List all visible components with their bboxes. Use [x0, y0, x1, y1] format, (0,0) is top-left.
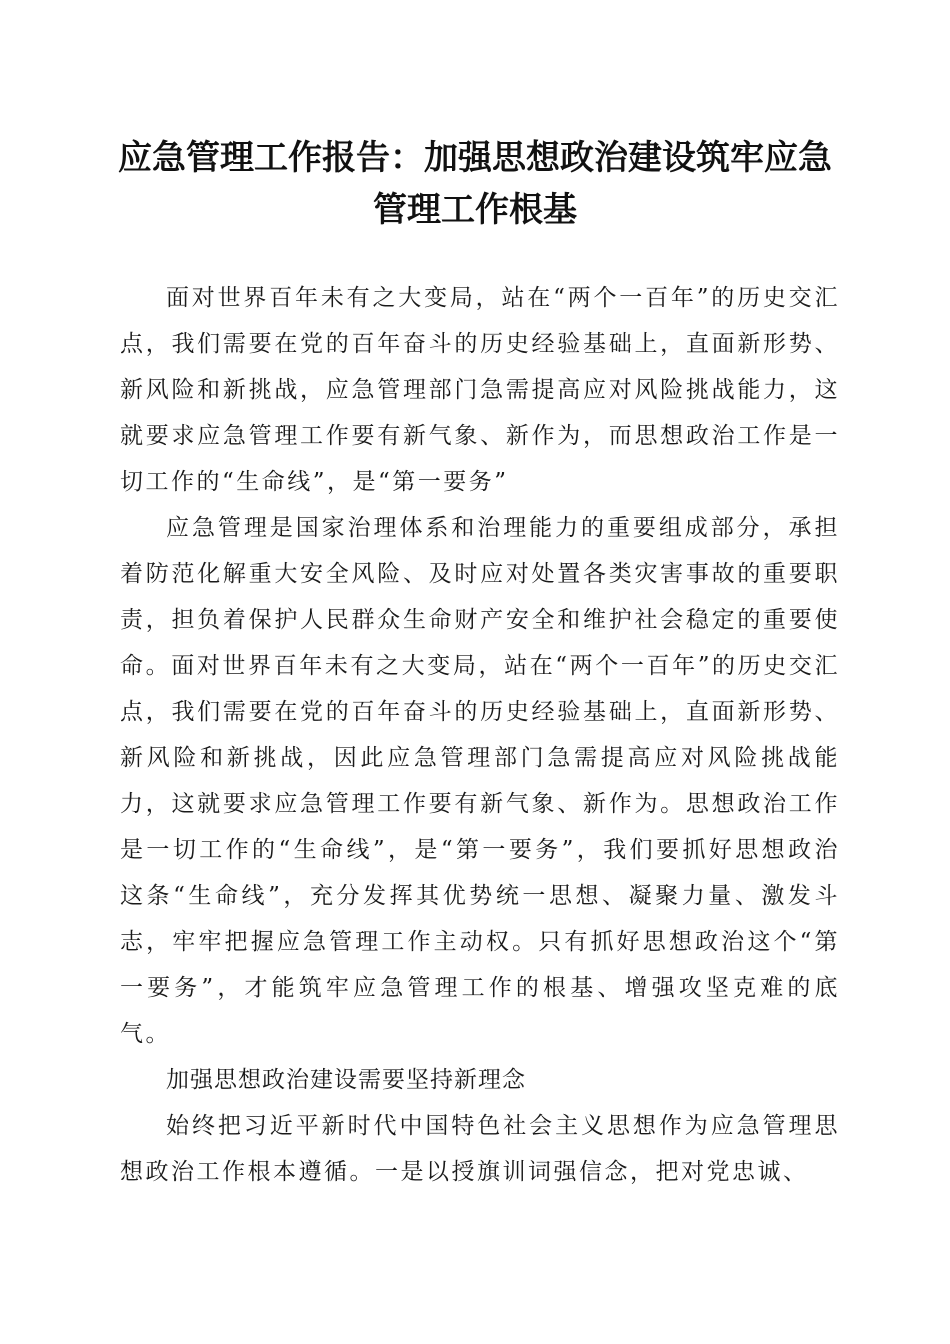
body-paragraph: 应急管理是国家治理体系和治理能力的重要组成部分，承担着防范化解重大安全风险、及时应对处置各类灾害事故的重要职责，担负着保护人民群众生命财产安全和维护社会稳定的重要使命。面对世界百年未有之大变局，站在“两个一百年”的历史交汇点，我们需要在党的百年奋斗的历史经验基础上，直面新形势、新风险和新挑战，因此应急管理部门急需提高应对风险挑战能力，这就要求应急管理工作要有新气象、新作为。思想政治工作是一切工作的“生命线”，是“第一要务”，我们要抓好思想政治这条“生命线”，充分发挥其优势统一思想、凝聚力量、激发斗志，牢牢把握应急管理工作主动权。只有抓好思想政治这个“第一要务”，才能筑牢应急管理工作的根基、增强攻坚克难的底气。 [120, 515, 840, 1047]
body-paragraph: 始终把习近平新时代中国特色社会主义思想作为应急管理思想政治工作根本遵循。一是以授旗训词强信念，把对党忠诚、 [120, 1113, 840, 1185]
body-paragraph: 面对世界百年未有之大变局，站在“两个一百年”的历史交汇点，我们需要在党的百年奋斗的历史经验基础上，直面新形势、新风险和新挑战，应急管理部门急需提高应对风险挑战能力，这就要求应急管理工作要有新气象、新作为，而思想政治工作是一切工作的“生命线”，是“第一要务” [120, 285, 840, 495]
document-body [120, 275, 840, 1195]
document-title: 应急管理工作报告：加强思想政治建设筑牢应急管理工作根基 [118, 138, 832, 230]
section-heading: 加强思想政治建设需要坚持新理念 [166, 1067, 526, 1093]
